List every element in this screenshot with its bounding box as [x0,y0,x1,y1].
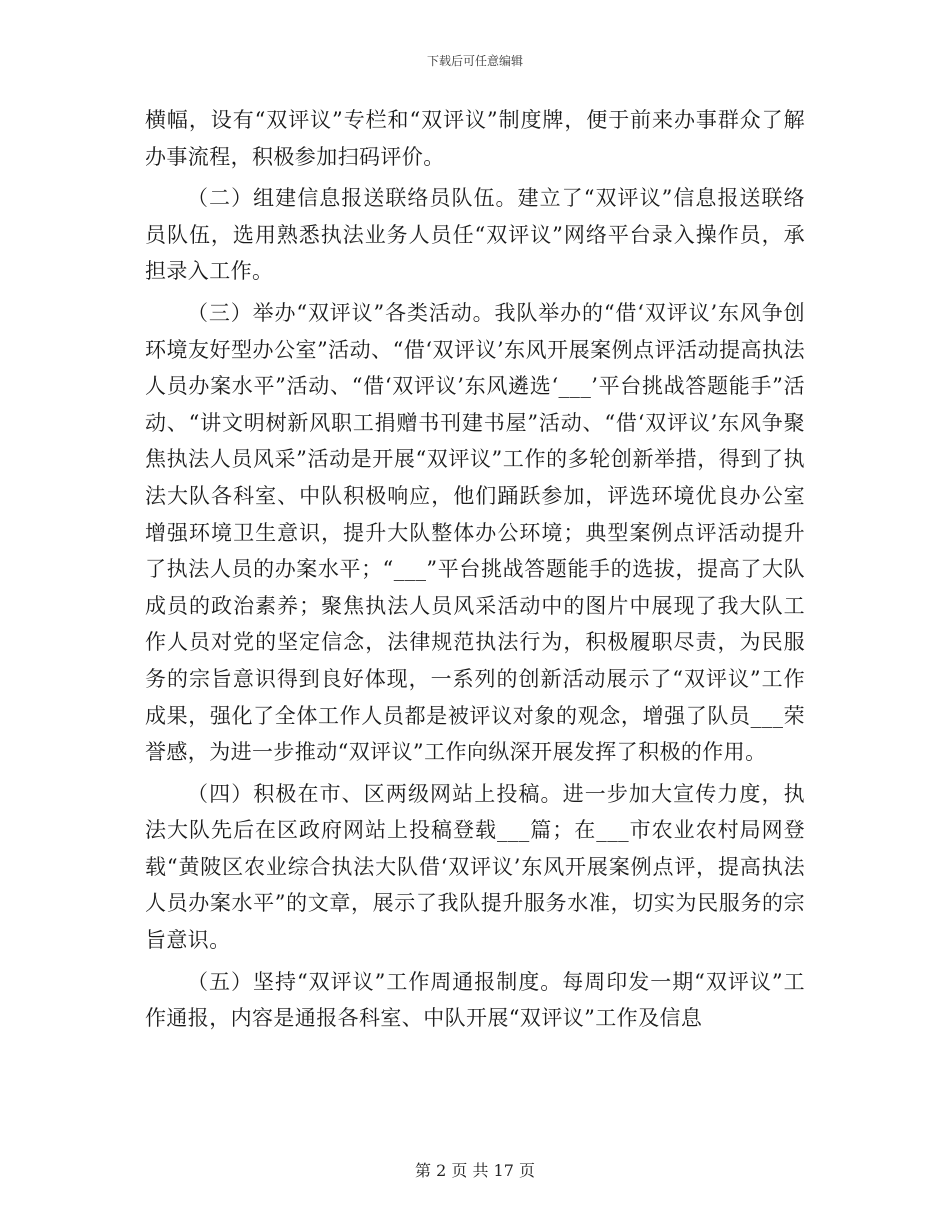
paragraph-section-5: （五）坚持“双评议”工作周通报制度。每周印发一期“双评议”工作通报，内容是通报各科室、中队开展“双评议”工作及信息 [145,969,805,1031]
paragraph-section-4: （四）积极在市、区两级网站上投稿。进一步加大宣传力度，执法大队先后在区政府网站上投稿登载___篇；在___市农业农村局网登载“黄陂区农业综合执法大队借‘双评议’东风开展案例点评，提高执法人员办案水平”的文章，展示了我队提升服务水准，切实为民服务的宗旨意识。 [145,781,805,953]
document-body [145,102,805,1042]
paragraph-section-3: （三）举办“双评议”各类活动。我队举办的“借‘双评议’东风争创环境友好型办公室”活动、“借‘双评议’东风开展案例点评活动提高执法人员办案水平”活动、“借‘双评议’东风遴选‘___’平台挑战答题能手”活动、“讲文明树新风职工捐赠书刊建书屋”活动、“借‘双评议’东风争聚焦执法人员风采”活动是开展“双评议”工作的多轮创新举措，得到了执法大队各科室、中队积极响应，他们踊跃参加，评选环境优良办公室增强环境卫生意识，提升大队整体办公环境；典型案例点评活动提升了执法人员的办案水平；“___”平台挑战答题能手的选拔，提高了大队成员的政治素养；聚焦执法人员风采活动中的图片中展现了我大队工作人员对党的坚定信念，法律规范执法行为，积极履职尽责，为民服务的宗旨意识得到良好体现，一系列的创新活动展示了“双评议”工作成果，强化了全体工作人员都是被评议对象的观念，增强了队员___荣誉感，为进一步推动“双评议”工作向纵深开展发挥了积极的作用。 [145,300,805,765]
paragraph-section-2: （二）组建信息报送联络员队伍。建立了“双评议”信息报送联络员队伍，选用熟悉执法业务人员任“双评议”网络平台录入操作员，承担录入工作。 [145,186,805,284]
page-header-note: 下载后可任意编辑 [426,54,523,68]
page-number: 第 2 页 共 17 页 [415,1161,535,1180]
paragraph-continuation: 横幅，设有“双评议”专栏和“双评议”制度牌，便于前来办事群众了解办事流程，积极参加扫码评价。 [145,108,805,169]
